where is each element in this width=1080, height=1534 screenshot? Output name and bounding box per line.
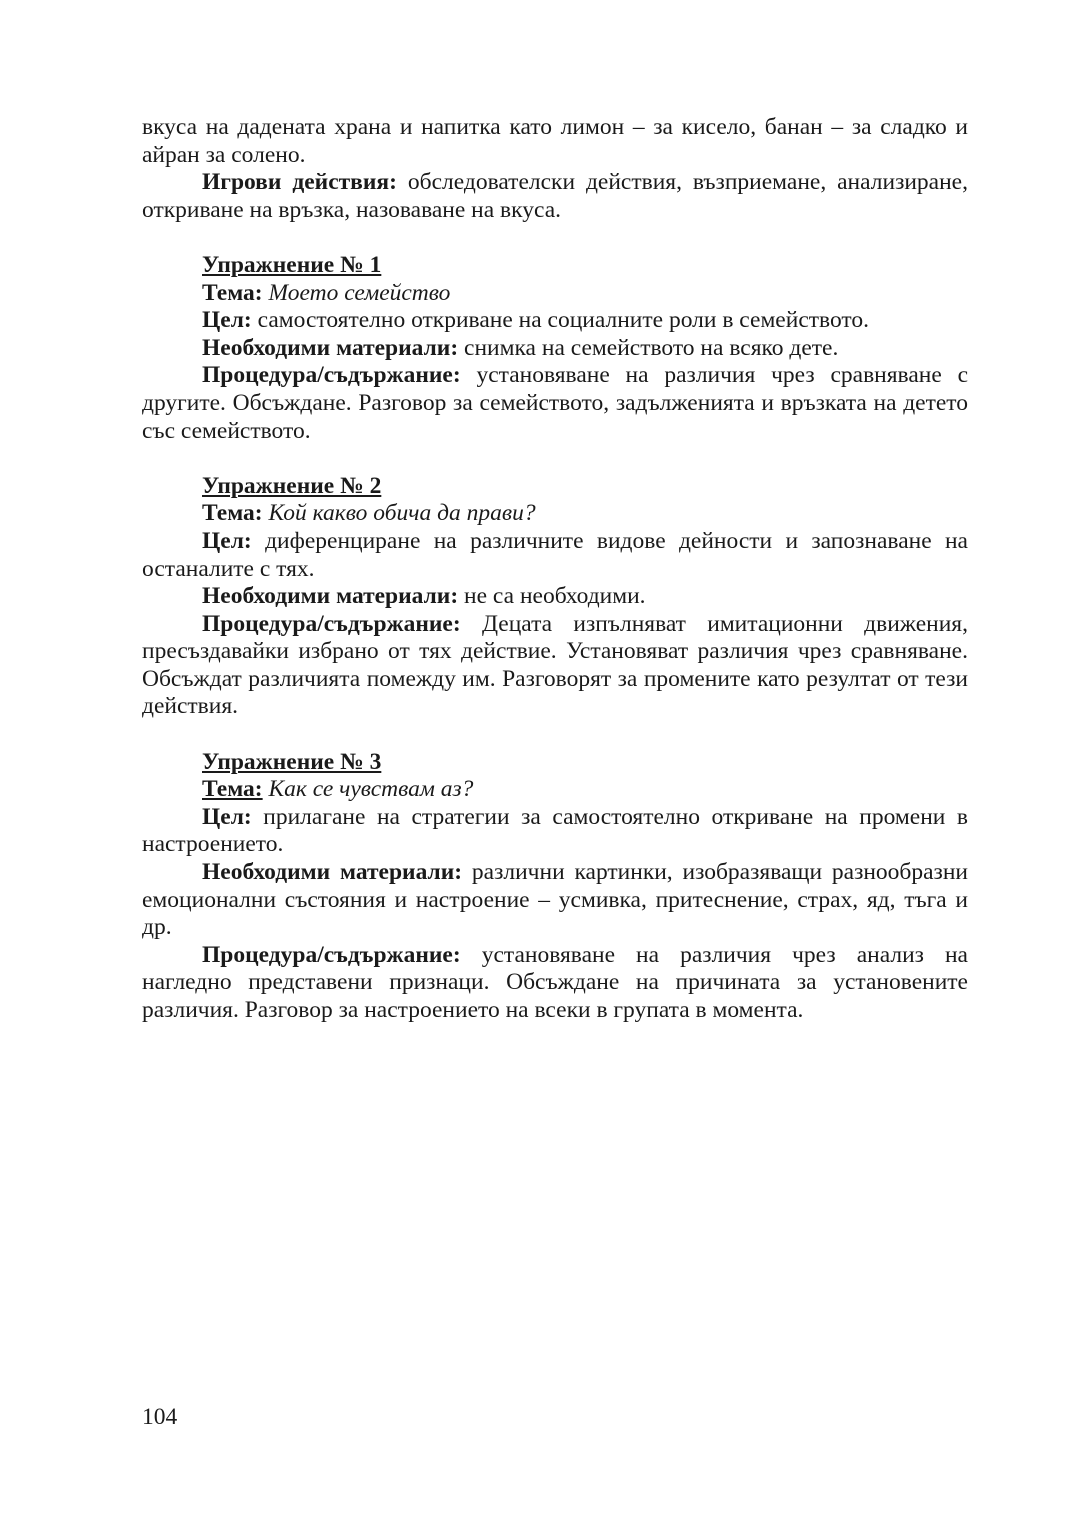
exercise-3-goal [142,804,968,859]
exercise-2-goal-label: Цел: [202,527,252,554]
exercise-2-topic-text: Кой какво обича да прави? [268,500,536,527]
game-actions-label: Игрови действия: [202,169,397,196]
exercise-2-materials-label: Необходими материали: [202,583,459,610]
exercise-1-heading-line [142,252,968,280]
exercise-3-topic [142,776,968,804]
exercise-1-topic-label: Тема: [202,279,263,306]
exercise-2-procedure-label: Процедура/съдържание: [202,610,461,637]
page-number: 104 [142,1404,178,1430]
exercise-2-procedure-text: Децата изпълняват имитационни движения, пресъздавайки избрано от тях действие. Установяват различия чрез сравняване. Обсъждат различията помежду им. Разговорят за промените като резултат от тези действия. [142,610,968,720]
exercise-2-topic-label: Тема: [202,500,263,527]
exercise-1-heading: Упражнение № 1 [202,251,382,278]
spacer [142,224,968,252]
exercise-2-materials [142,583,968,611]
exercise-1-procedure-label: Процедура/съдържание: [202,362,461,389]
game-actions-text: обследователски действия, възприемане, анализиране, откриване на връзка, назоваване на вкуса. [142,169,968,223]
exercise-3-goal-text: прилагане на стратегии за самостоятелно откриване на промени в настроението. [142,803,968,858]
game-actions-paragraph [142,169,968,224]
exercise-1-goal [142,307,968,335]
exercise-2-heading-line [142,473,968,501]
exercise-3-heading: Упражнение № 3 [202,748,382,775]
spacer [142,445,968,473]
exercise-2-goal [142,528,968,583]
exercise-3-topic-text: Как се чувствам аз? [268,776,474,803]
exercise-1-topic [142,280,968,308]
exercise-1-procedure-text: установяване на различия чрез сравняване с другите. Обсъждане. Разговор за семейството, задълженията и връзката на детето със семейството. [142,362,968,444]
exercise-1-materials-text: снимка на семейството на всяко дете. [458,334,839,361]
exercise-3-materials-text: различни картинки, изобразяващи разнообразни емоционални състояния и настроение – усмивка, притеснение, страх, яд, тъга и др. [142,859,968,941]
exercise-1-materials-label: Необходими материали: [202,334,459,361]
exercise-3-procedure [142,942,968,1025]
exercise-1-goal-text: самостоятелно откриване на социалните роли в семейството. [251,307,869,334]
exercise-3-procedure-label: Процедура/съдържание: [202,941,461,968]
exercise-1-materials [142,335,968,363]
exercise-3-topic-label: Тема: [202,776,263,803]
exercise-2-heading: Упражнение № 2 [202,472,382,499]
exercise-3-heading-line [142,749,968,777]
exercise-3-materials [142,859,968,942]
exercise-1-topic-text: Моето семейство [268,279,451,306]
exercise-3-goal-label: Цел: [202,803,252,830]
page-body [142,114,968,1025]
exercise-1-goal-label: Цел: [202,307,252,334]
exercise-3-procedure-text: установяване на различия чрез анализ на нагледно представени признаци. Обсъждане на причината за установените различия. Разговор за настроението на всеки в групата в момента. [142,941,968,1023]
exercise-2-procedure [142,611,968,721]
exercise-2-materials-text: не са необходими. [458,583,646,610]
exercise-3-materials-label: Необходими материали: [202,859,463,886]
exercise-2-goal-text: диференциране на различните видове дейности и запознаване на останалите с тях. [142,527,968,582]
spacer [142,721,968,749]
exercise-2-topic [142,500,968,528]
exercise-1-procedure [142,362,968,445]
intro-continuation: вкуса на дадената храна и напитка като лимон – за кисело, банан – за сладко и айран за солено. [142,114,968,168]
